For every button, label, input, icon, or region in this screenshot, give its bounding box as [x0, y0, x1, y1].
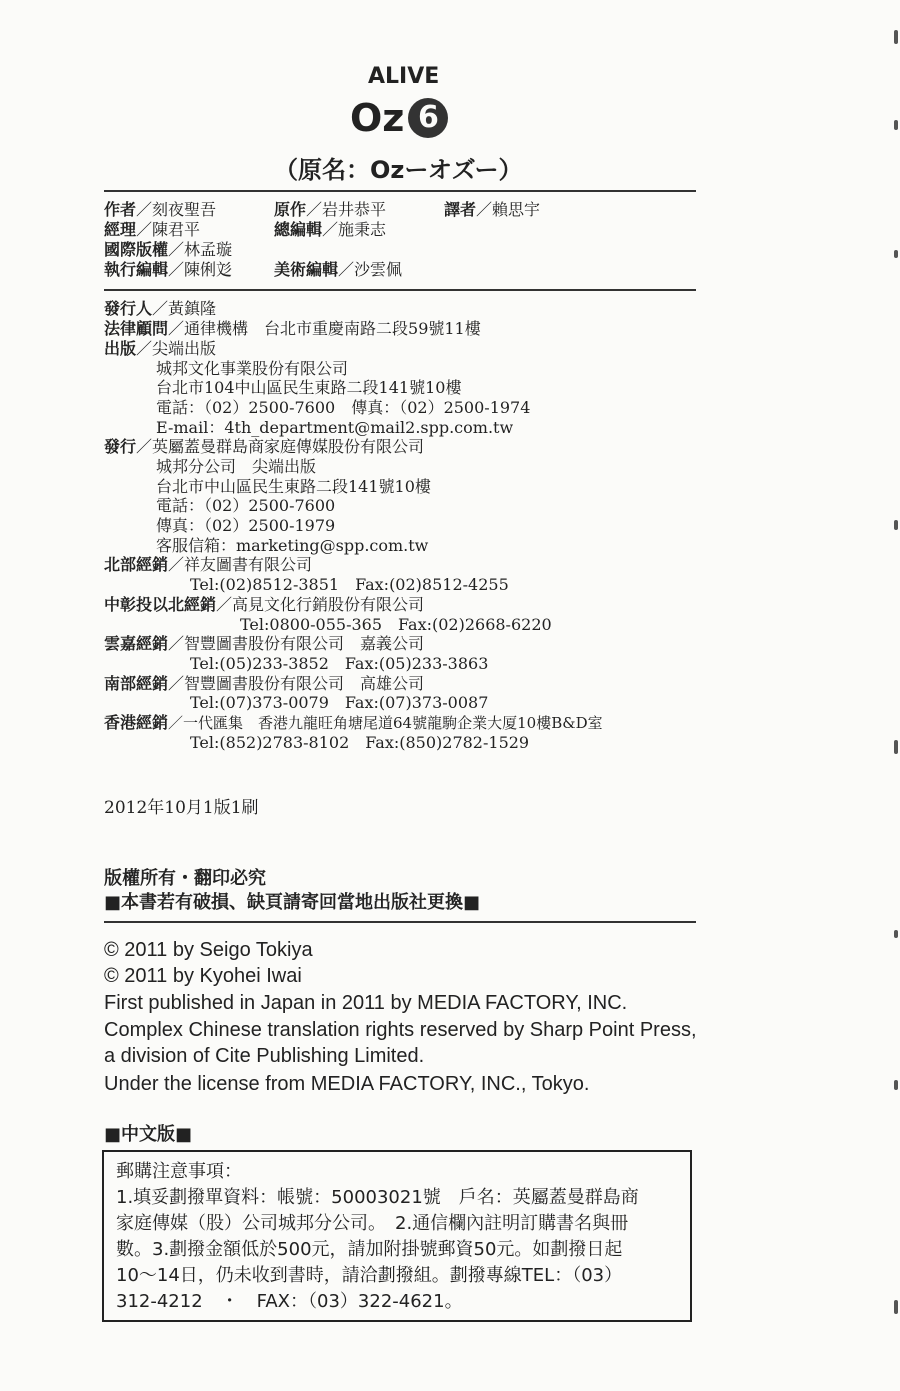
edition-value: ／尖端出版	[136, 339, 217, 358]
south-value: ／智豐圖書股份有限公司 高雄公司	[168, 674, 425, 693]
central-distributor	[104, 595, 424, 615]
south-tel: Tel:(07)373-0079 Fax:(07)373-0087	[190, 693, 489, 712]
credit-exec-editor	[104, 260, 232, 280]
edition-label: 出版	[104, 339, 137, 358]
credit-art-editor	[274, 260, 402, 280]
credit-value: ／陳君平	[136, 220, 201, 239]
rights-reserved: 版權所有・翻印必究	[104, 868, 266, 889]
issue-line: 傳真：（02）2500-1979	[156, 516, 336, 535]
legal-value: ／通律機構 台北市重慶南路二段59號11樓	[168, 319, 481, 338]
legal-label: 法律顧問	[104, 319, 169, 338]
edition-line: 城邦文化事業股份有限公司	[156, 359, 349, 378]
original-name: （原名：Ozーオズー）	[274, 156, 523, 184]
copyright-line: a division of Cite Publishing Limited.	[104, 1045, 425, 1067]
publisher-label: 發行人	[104, 299, 153, 318]
central-value: ／高見文化行銷股份有限公司	[216, 595, 425, 614]
north-tel: Tel:(02)8512-3851 Fax:(02)8512-4255	[190, 575, 509, 594]
issue-line: 台北市中山區民生東路二段141號10樓	[156, 477, 431, 496]
copyright-line: First published in Japan in 2011 by MEDIA FACTORY, INC.	[104, 992, 628, 1014]
credit-value: ／施秉志	[322, 220, 387, 239]
scan-edge-mark	[894, 1300, 898, 1314]
north-distributor	[104, 555, 312, 575]
divider-top	[104, 190, 696, 192]
central-label: 中彰投以北經銷	[104, 595, 217, 614]
credit-label: 作者	[104, 200, 137, 219]
issue-row	[104, 437, 424, 457]
credit-author	[104, 200, 216, 220]
copyright-line: Under the license from MEDIA FACTORY, INC., Tokyo.	[104, 1073, 590, 1095]
yunjia-value: ／智豐圖書股份有限公司 嘉義公司	[168, 634, 425, 653]
south-distributor	[104, 674, 424, 694]
scan-edge-mark	[894, 930, 898, 938]
issue-line: 電話：（02）2500-7600	[156, 496, 336, 515]
notice-line: 家庭傳媒（股）公司城邦分公司。 2.通信欄內註明訂購書名與冊	[116, 1213, 629, 1234]
credit-label: 執行編輯	[104, 260, 169, 279]
hk-label: 香港經銷	[104, 713, 169, 732]
legal-row	[104, 319, 481, 339]
scan-edge-mark	[894, 740, 898, 754]
notice-line: 10～14日，仍未收到書時，請洽劃撥組。劃撥專線TEL：（03）	[116, 1265, 623, 1286]
chinese-edition-heading: ■中文版■	[104, 1124, 193, 1145]
print-date: 2012年10月1版1刷	[104, 798, 259, 818]
yunjia-distributor	[104, 634, 424, 654]
publisher-row	[104, 299, 216, 319]
issue-value: ／英屬蓋曼群島商家庭傳媒股份有限公司	[136, 437, 425, 456]
title-text: Oz	[350, 96, 405, 140]
issue-label: 發行	[104, 437, 137, 456]
notice-line: 郵購注意事項：	[116, 1161, 242, 1182]
yunjia-label: 雲嘉經銷	[104, 634, 169, 653]
notice-line: 312-4212 ・ FAX：（03）322-4621。	[116, 1291, 463, 1312]
credit-label: 譯者	[444, 200, 477, 219]
notice-line: 數。3.劃撥金額低於500元，請加附掛號郵資50元。如劃撥日起	[116, 1239, 623, 1260]
credit-rights	[104, 240, 232, 260]
credit-label: 美術編輯	[274, 260, 339, 279]
credit-value: ／刻夜聖吾	[136, 200, 217, 219]
north-label: 北部經銷	[104, 555, 169, 574]
copyright-line: Complex Chinese translation rights reserved by Sharp Point Press,	[104, 1019, 697, 1041]
damage-notice: ■本書若有破損、缺頁請寄回當地出版社更換■	[104, 892, 481, 913]
divider-credits	[104, 289, 696, 291]
credit-value: ／賴思宇	[476, 200, 541, 219]
publisher-value: ／黃鎮隆	[152, 299, 217, 318]
issue-line: 城邦分公司 尖端出版	[156, 457, 317, 476]
divider-rights	[104, 921, 696, 923]
series-name: ALIVE	[368, 64, 440, 89]
hk-tel: Tel:(852)2783-8102 Fax:(850)2782-1529	[190, 733, 530, 752]
central-tel: Tel:0800-055-365 Fax:(02)2668-6220	[240, 615, 552, 634]
credit-translator	[444, 200, 540, 220]
north-value: ／祥友圖書有限公司	[168, 555, 313, 574]
credit-manager	[104, 220, 200, 240]
credit-value: ／岩井恭平	[306, 200, 387, 219]
credit-label: 經理	[104, 220, 137, 239]
credit-value: ／林孟璇	[168, 240, 233, 259]
yunjia-tel: Tel:(05)233-3852 Fax:(05)233-3863	[190, 654, 489, 673]
scan-edge-mark	[894, 250, 898, 258]
credit-chief-editor	[274, 220, 386, 240]
copyright-line: © 2011 by Seigo Tokiya	[104, 939, 313, 961]
hk-distributor	[104, 713, 603, 733]
credit-value: ／沙雲佩	[338, 260, 403, 279]
hk-value: ／一代匯集 香港九龍旺角塘尾道64號龍駒企業大厦10樓B&D室	[168, 714, 603, 732]
credit-label: 總編輯	[274, 220, 323, 239]
scan-edge-mark	[894, 30, 898, 44]
edition-line: 電話：（02）2500-7600 傳真：（02）2500-1974	[156, 398, 531, 417]
notice-line: 1.填妥劃撥單資料：帳號：50003021號 戶名：英屬蓋曼群島商	[116, 1187, 639, 1208]
mail-order-notice	[102, 1150, 692, 1322]
credit-original	[274, 200, 386, 220]
volume-number: 6	[408, 98, 448, 138]
book-title	[350, 96, 448, 140]
credit-value: ／陳俐彣	[168, 260, 233, 279]
issue-service-email: 客服信箱：marketing@spp.com.tw	[156, 536, 429, 555]
edition-row	[104, 339, 216, 359]
credit-label: 國際版權	[104, 240, 169, 259]
south-label: 南部經銷	[104, 674, 169, 693]
edition-line: 台北市104中山區民生東路二段141號10樓	[156, 378, 462, 397]
scan-edge-mark	[894, 120, 898, 130]
scan-edge-mark	[894, 1080, 898, 1090]
edition-email: E-mail：4th_department@mail2.spp.com.tw	[156, 418, 514, 437]
credit-label: 原作	[274, 200, 307, 219]
copyright-line: © 2011 by Kyohei Iwai	[104, 965, 302, 987]
scan-edge-mark	[894, 520, 898, 530]
